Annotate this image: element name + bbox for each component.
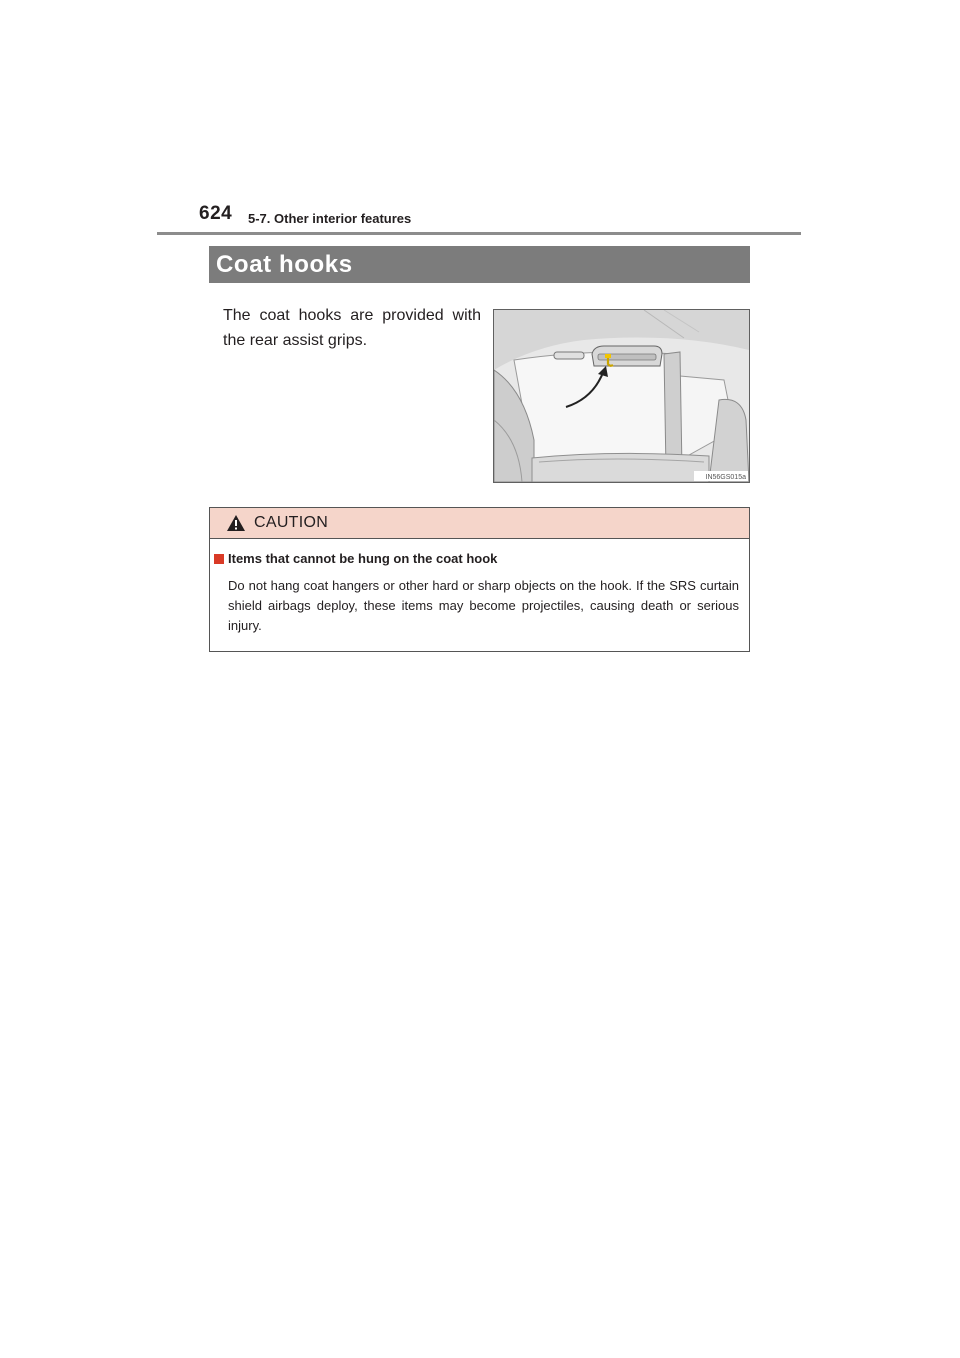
bullet-square-icon (214, 554, 224, 564)
caution-box (209, 507, 750, 652)
page-number: 624 (199, 203, 233, 224)
section-title-bar (209, 246, 750, 283)
caution-item-heading (214, 551, 497, 566)
caution-label: CAUTION (254, 514, 329, 531)
header-divider (157, 232, 801, 235)
intro-paragraph: The coat hooks are provided with the rear assist grips. (223, 307, 481, 349)
caution-header (210, 508, 749, 539)
coat-hook-illustration (493, 309, 750, 483)
illustration-code: IN56GS015a (705, 474, 746, 481)
page-title: Coat hooks (216, 250, 353, 278)
caution-item-title: Items that cannot be hung on the coat hook (228, 551, 498, 566)
warning-triangle-icon (226, 514, 246, 532)
caution-item-text: Do not hang coat hangers or other hard or sharp objects on the hook. If the SRS curtain shield airbags deploy, these items may become projectiles, causing death or serious injury. (228, 578, 739, 633)
section-reference: 5-7. Other interior features (248, 211, 412, 226)
